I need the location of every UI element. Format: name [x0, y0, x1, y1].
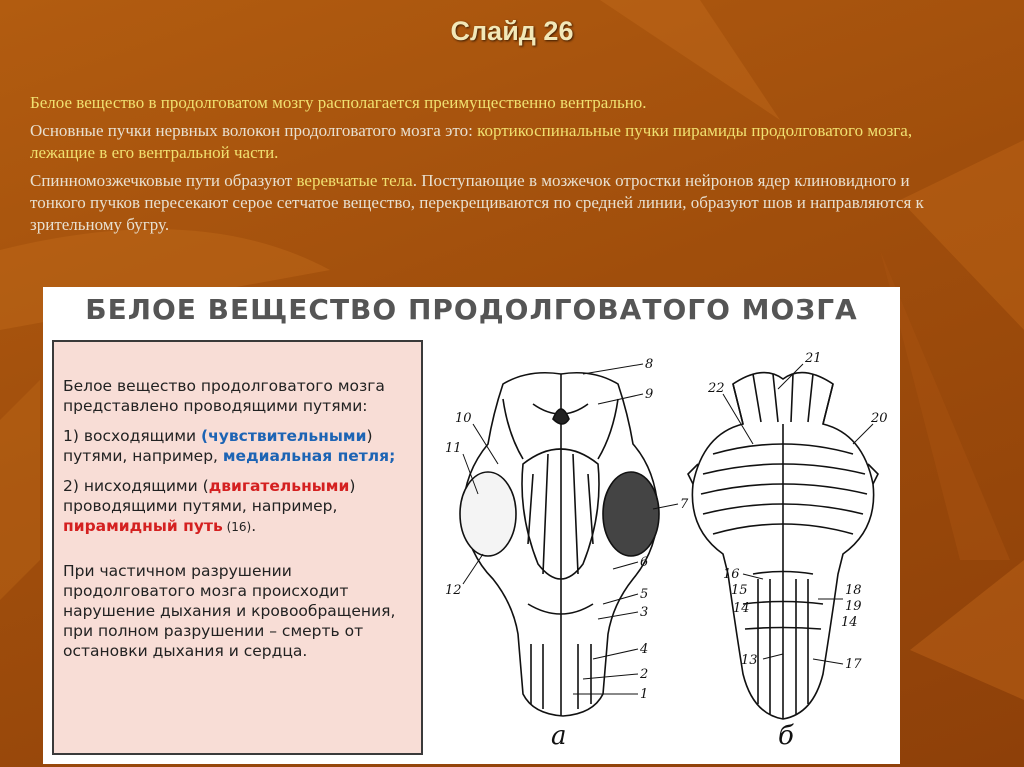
- info-box: [52, 340, 423, 755]
- slide-title: Слайд 26: [450, 16, 574, 46]
- sensory-term: (чувствительными: [201, 427, 367, 445]
- label-b-17: 17: [845, 657, 862, 672]
- label-b-14-left: 14: [733, 601, 750, 616]
- text-span: (16): [222, 520, 252, 534]
- label-a-4: 4: [640, 642, 649, 657]
- caption-a: а: [551, 721, 567, 751]
- label-a-5: 5: [640, 587, 649, 602]
- text-span: 1) восходящими: [63, 427, 202, 445]
- label-a-9: 9: [645, 387, 654, 402]
- brainstem-drawing: [433, 344, 893, 756]
- label-a-12: 12: [445, 583, 462, 598]
- info-text: [63, 376, 419, 671]
- label-a-3: 3: [640, 605, 649, 620]
- figure-panel: [43, 287, 900, 764]
- label-b-22: 22: [708, 381, 725, 396]
- label-a-8: 8: [645, 357, 654, 372]
- label-a-7: 7: [680, 497, 689, 512]
- label-b-14-right: 14: [841, 615, 858, 630]
- label-a-1: 1: [640, 687, 649, 702]
- text-span: кортикоспинальные пучки пирамиды продолговатого мозга, лежащие в его вентральной части.: [30, 121, 913, 162]
- text-span: ) путями, например,: [63, 427, 373, 465]
- text-span: .: [251, 517, 257, 535]
- text-span: Основные пучки нервных волокон продолговатого мозга это:: [30, 121, 478, 140]
- pyramidal-tract-term: пирамидный путь: [63, 517, 223, 535]
- label-b-19: 19: [845, 599, 862, 614]
- info-item-ascending: [63, 426, 419, 466]
- label-b-16: 16: [723, 567, 740, 582]
- drawing-a: [460, 373, 659, 716]
- paragraph-2: [30, 120, 960, 164]
- label-b-21: 21: [805, 351, 822, 366]
- info-intro: Белое вещество продолговатого мозга представлено проводящими путями:: [63, 377, 385, 415]
- label-a-2: 2: [640, 667, 649, 682]
- panel-title: БЕЛОЕ ВЕЩЕСТВО ПРОДОЛГОВАТОГО МОЗГА: [85, 293, 858, 326]
- text-span: . Поступающие в мозжечок отростки нейронов ядер клиновидного и тонкого пучков пересекают серое сетчатое вещество, перекрещиваются по средней линии, образуют шов и направляются к зрительному бугру.: [30, 171, 924, 234]
- paragraph-1: [30, 92, 960, 114]
- brainstem-illustration: [433, 344, 893, 756]
- text-span: Спинномозжечковые пути образуют: [30, 171, 297, 190]
- text-span: Белое вещество в продолговатом мозгу располагается преимущественно вентрально.: [30, 93, 647, 112]
- text-span: ) проводящими путями, например,: [63, 477, 356, 515]
- label-a-11: 11: [445, 441, 462, 456]
- info-item-descending: [63, 476, 419, 537]
- label-b-15: 15: [731, 583, 748, 598]
- text-span: веревчатые тела: [296, 171, 413, 190]
- leader-lines: [463, 364, 873, 694]
- text-span: 2) нисходящими (: [63, 477, 209, 495]
- paragraph-3: [30, 170, 960, 236]
- label-b-18: 18: [845, 583, 862, 598]
- slide-text: [30, 92, 960, 242]
- caption-b: б: [778, 721, 794, 751]
- medial-lemniscus-term: медиальная петля;: [222, 447, 396, 465]
- label-a-10: 10: [455, 411, 472, 426]
- label-b-20: 20: [871, 411, 888, 426]
- info-note: При частичном разрушении продолговатого мозга происходит нарушение дыхания и кровообращения, при полном разрушении – смерть от остановки дыхания и сердца.: [63, 562, 396, 660]
- motor-term: двигательными: [208, 477, 350, 495]
- label-b-13: 13: [741, 653, 758, 668]
- label-a-6: 6: [640, 555, 649, 570]
